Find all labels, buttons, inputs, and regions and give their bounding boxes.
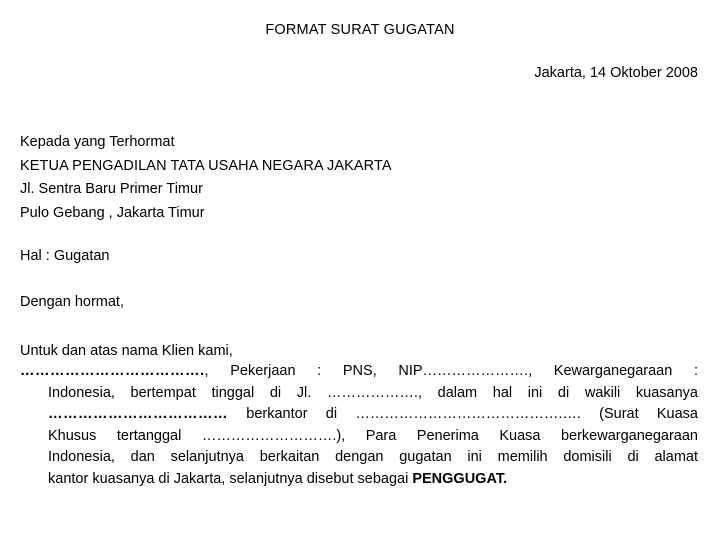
opening-line: Untuk dan atas nama Klien kami, bbox=[20, 343, 233, 359]
body-line-4: Khusus tertanggal ……………………….), Para Penerima Kuasa berkewarganegaraan bbox=[48, 427, 698, 444]
greeting: Dengan hormat, bbox=[20, 294, 124, 310]
address-salutation: Kepada yang Terhormat bbox=[20, 134, 175, 150]
attorney-name-blank: ……………………………… bbox=[48, 406, 228, 423]
body-line-1 bbox=[20, 361, 698, 383]
recipient-address bbox=[20, 131, 392, 225]
body-line-6 bbox=[20, 469, 698, 491]
body-paragraph bbox=[20, 361, 698, 491]
address-addressee: KETUA PENGADILAN TATA USAHA NEGARA JAKARTA bbox=[20, 157, 392, 174]
address-city: Pulo Gebang , Jakarta Timur bbox=[20, 204, 205, 221]
address-street: Jl. Sentra Baru Primer Timur bbox=[20, 181, 203, 197]
plaintiff-term: PENGGUGAT. bbox=[412, 470, 508, 487]
body-line-2: Indonesia, bertempat tinggal di Jl. ………………., dalam hal ini di wakili kuasanya bbox=[48, 384, 698, 401]
document-title: FORMAT SURAT GUGATAN bbox=[265, 22, 455, 38]
client-name-blank: ………………………………. bbox=[20, 363, 205, 379]
subject-line: Hal : Gugatan bbox=[20, 248, 110, 264]
body-line-3 bbox=[20, 404, 698, 426]
body-line-6-text: kantor kuasanya di Jakarta, selanjutnya disebut sebagai bbox=[48, 470, 413, 487]
body-line-1-text: , Pekerjaan : PNS, NIP…………………., Kewarganegaraan : bbox=[204, 363, 698, 379]
date-line: Jakarta, 14 Oktober 2008 bbox=[534, 65, 698, 81]
body-line-3-text: berkantor di …………………………………….…. (Surat Kuasa bbox=[228, 406, 698, 423]
body-line-5: Indonesia, dan selanjutnya berkaitan dengan gugatan ini memilih domisili di alamat bbox=[48, 449, 698, 466]
